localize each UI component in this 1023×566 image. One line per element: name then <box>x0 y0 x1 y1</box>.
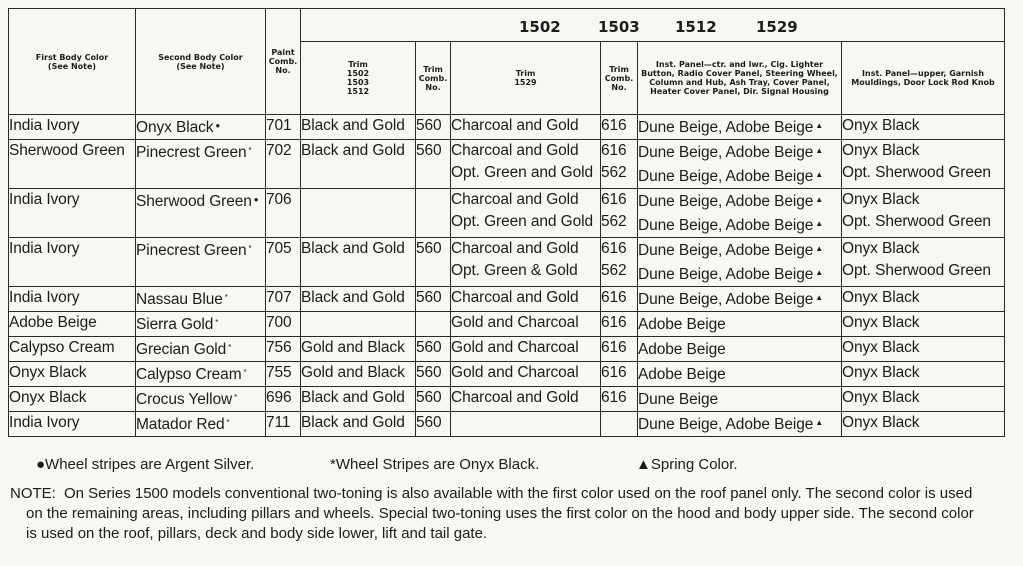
footnote-mark: ▲ <box>815 244 824 253</box>
second-color-value: Onyx Black <box>136 119 214 136</box>
cell-second-body-color <box>136 140 266 189</box>
table-row <box>9 412 1005 437</box>
cell-inst-panel-lower <box>638 140 842 189</box>
inst-lower-line <box>638 362 841 386</box>
cell-trim-comb <box>416 287 451 312</box>
trim-1529-value: Charcoal and Gold <box>451 289 579 306</box>
trim-comb-2-value: 616 <box>601 339 627 356</box>
cell-inst-panel-lower <box>638 287 842 312</box>
first-color-value: India Ivory <box>9 191 80 208</box>
first-color-value: Onyx Black <box>9 364 87 381</box>
paint-comb-value: 700 <box>266 314 292 331</box>
inst-upper-value: Onyx Black <box>842 364 920 381</box>
series-code: 1512 <box>675 18 717 36</box>
inst-lower-value: Adobe Beige <box>638 366 726 383</box>
cell-paint-comb <box>266 362 301 387</box>
footnote-argent-silver: ●Wheel stripes are Argent Silver. <box>36 456 255 473</box>
trim-comb-2-value: 616 <box>601 389 627 406</box>
footnote-mark: ● <box>253 195 259 204</box>
cell-first-body-color <box>9 312 136 337</box>
cell-trim-1502 <box>301 312 416 337</box>
cell-inst-panel-lower <box>638 238 842 287</box>
trim-1529-value: Charcoal and Gold <box>451 240 579 257</box>
second-color-text <box>136 238 265 262</box>
paint-comb-value: 706 <box>266 191 292 208</box>
trim-1529-value: Gold and Charcoal <box>451 314 579 331</box>
first-color-value: Onyx Black <box>9 389 87 406</box>
trim-value: Black and Gold <box>301 289 405 306</box>
footnote-mark: ▲ <box>815 219 824 228</box>
cell-first-body-color <box>9 238 136 287</box>
inst-lower-line <box>638 387 841 411</box>
second-color-value: Crocus Yellow <box>136 391 233 408</box>
inst-lower-line <box>638 140 841 164</box>
cell-trim-1502 <box>301 287 416 312</box>
header-series-codes <box>301 9 1005 42</box>
trim-comb-value: 560 <box>416 117 442 134</box>
inst-lower-value: Dune Beige, Adobe Beige <box>638 119 814 136</box>
trim-comb-value: 560 <box>416 389 442 406</box>
cell-second-body-color <box>136 238 266 287</box>
cell-trim-comb-2 <box>601 140 638 189</box>
cell-trim-1502 <box>301 387 416 412</box>
cell-trim-1529 <box>451 387 601 412</box>
table-row <box>9 387 1005 412</box>
inst-upper-value: Onyx Black <box>842 191 920 208</box>
trim-comb-2-value: 616 <box>601 314 627 331</box>
footnote-mark: ▲ <box>815 418 824 427</box>
cell-inst-panel-lower <box>638 337 842 362</box>
inst-lower-value: Dune Beige <box>638 391 719 408</box>
second-color-value: Matador Red <box>136 416 225 433</box>
paint-comb-value: 702 <box>266 142 292 159</box>
cell-trim-comb <box>416 189 451 238</box>
first-color-value: Calypso Cream <box>9 339 115 356</box>
footnote-spring-color: ▲Spring Color. <box>636 456 738 473</box>
trim-1529-value: Opt. Green & Gold <box>451 262 578 279</box>
second-color-value: Nassau Blue <box>136 291 223 308</box>
footnote-mark: * <box>243 368 247 377</box>
paint-comb-value: 701 <box>266 117 292 134</box>
cell-trim-1502 <box>301 115 416 140</box>
cell-inst-panel-upper <box>842 115 1005 140</box>
cell-trim-1529 <box>451 189 601 238</box>
paint-comb-value: 705 <box>266 240 292 257</box>
table-row <box>9 337 1005 362</box>
cell-paint-comb <box>266 115 301 140</box>
cell-trim-comb <box>416 115 451 140</box>
table-row <box>9 189 1005 238</box>
footnote-mark: ▲ <box>815 293 824 302</box>
color-combination-table <box>8 8 1005 437</box>
cell-first-body-color <box>9 140 136 189</box>
inst-lower-value: Dune Beige, Adobe Beige <box>638 242 814 259</box>
table-row <box>9 362 1005 387</box>
footnote-mark: * <box>248 244 252 253</box>
inst-lower-value: Dune Beige, Adobe Beige <box>638 266 814 283</box>
header-inst-panel-upper: Inst. Panel—upper, Garnish Mouldings, Door Lock Rod Knob <box>842 42 1005 115</box>
cell-first-body-color <box>9 189 136 238</box>
second-color-text <box>136 287 265 311</box>
cell-trim-1529 <box>451 412 601 437</box>
cell-inst-panel-upper <box>842 140 1005 189</box>
paint-comb-value: 707 <box>266 289 292 306</box>
cell-second-body-color <box>136 189 266 238</box>
paint-comb-value: 696 <box>266 389 292 406</box>
series-code: 1503 <box>598 18 640 36</box>
footnote-mark: * <box>215 318 219 327</box>
inst-lower-value: Dune Beige, Adobe Beige <box>638 291 814 308</box>
header-trim-1529: Trim 1529 <box>451 42 601 115</box>
color-trim-chart <box>8 8 1004 437</box>
second-color-value: Sherwood Green <box>136 193 252 210</box>
cell-trim-1502 <box>301 362 416 387</box>
first-color-value: India Ivory <box>9 289 80 306</box>
cell-trim-comb <box>416 312 451 337</box>
cell-inst-panel-upper <box>842 312 1005 337</box>
inst-lower-line <box>638 312 841 336</box>
inst-lower-line <box>638 412 841 436</box>
cell-first-body-color <box>9 287 136 312</box>
trim-value: Black and Gold <box>301 240 405 257</box>
inst-upper-value: Opt. Sherwood Green <box>842 164 991 181</box>
inst-lower-value: Dune Beige, Adobe Beige <box>638 217 814 234</box>
footnote-mark: ▲ <box>815 146 824 155</box>
cell-trim-1529 <box>451 115 601 140</box>
header-second-body-color: Second Body Color (See Note) <box>136 9 266 115</box>
trim-value: Black and Gold <box>301 389 405 406</box>
cell-inst-panel-lower <box>638 412 842 437</box>
cell-second-body-color <box>136 115 266 140</box>
second-color-text <box>136 140 265 164</box>
cell-inst-panel-upper <box>842 337 1005 362</box>
header-trim-comb: Trim Comb. No. <box>416 42 451 115</box>
header-trim-comb-2: Trim Comb. No. <box>601 42 638 115</box>
trim-comb-value: 560 <box>416 289 442 306</box>
paint-comb-value: 755 <box>266 364 292 381</box>
cell-first-body-color <box>9 412 136 437</box>
trim-1529-value: Charcoal and Gold <box>451 117 579 134</box>
inst-upper-value: Onyx Black <box>842 289 920 306</box>
trim-value: Black and Gold <box>301 142 405 159</box>
cell-trim-comb-2 <box>601 412 638 437</box>
inst-lower-line <box>638 287 841 311</box>
cell-inst-panel-lower <box>638 362 842 387</box>
paint-comb-value: 756 <box>266 339 292 356</box>
cell-trim-comb <box>416 387 451 412</box>
inst-upper-value: Onyx Black <box>842 117 920 134</box>
second-color-text <box>136 337 265 361</box>
header-paint-comb: Paint Comb. No. <box>266 9 301 115</box>
inst-upper-value: Onyx Black <box>842 339 920 356</box>
table-row <box>9 312 1005 337</box>
cell-trim-1529 <box>451 140 601 189</box>
inst-upper-value: Onyx Black <box>842 240 920 257</box>
cell-trim-comb-2 <box>601 287 638 312</box>
inst-lower-line <box>638 115 841 139</box>
cell-paint-comb <box>266 189 301 238</box>
inst-upper-value: Onyx Black <box>842 314 920 331</box>
cell-trim-comb <box>416 238 451 287</box>
cell-first-body-color <box>9 362 136 387</box>
inst-lower-value: Dune Beige, Adobe Beige <box>638 144 814 161</box>
cell-trim-1529 <box>451 362 601 387</box>
cell-trim-comb <box>416 337 451 362</box>
trim-comb-value: 560 <box>416 240 442 257</box>
cell-second-body-color <box>136 287 266 312</box>
cell-inst-panel-upper <box>842 287 1005 312</box>
second-color-value: Calypso Cream <box>136 366 242 383</box>
cell-second-body-color <box>136 337 266 362</box>
footnote-mark: ▲ <box>815 268 824 277</box>
cell-paint-comb <box>266 412 301 437</box>
trim-value: Black and Gold <box>301 414 405 431</box>
table-row <box>9 140 1005 189</box>
second-color-text <box>136 189 265 213</box>
cell-trim-1529 <box>451 287 601 312</box>
cell-paint-comb <box>266 238 301 287</box>
trim-comb-2-value: 616 <box>601 240 627 257</box>
cell-first-body-color <box>9 387 136 412</box>
cell-trim-comb-2 <box>601 312 638 337</box>
cell-inst-panel-upper <box>842 238 1005 287</box>
cell-inst-panel-upper <box>842 189 1005 238</box>
cell-trim-comb-2 <box>601 115 638 140</box>
first-color-value: India Ivory <box>9 117 80 134</box>
table-row <box>9 287 1005 312</box>
trim-comb-value: 560 <box>416 339 442 356</box>
trim-1529-value: Gold and Charcoal <box>451 364 579 381</box>
inst-lower-line <box>638 262 841 286</box>
trim-comb-2-value: 616 <box>601 289 627 306</box>
second-color-value: Pinecrest Green <box>136 242 247 259</box>
cell-trim-1529 <box>451 337 601 362</box>
header-first-body-color: First Body Color (See Note) <box>9 9 136 115</box>
footnote-mark: * <box>234 393 238 402</box>
first-color-value: India Ivory <box>9 414 80 431</box>
trim-comb-2-value: 562 <box>601 213 627 230</box>
inst-upper-value: Opt. Sherwood Green <box>842 262 991 279</box>
inst-lower-value: Dune Beige, Adobe Beige <box>638 168 814 185</box>
inst-upper-value: Onyx Black <box>842 389 920 406</box>
trim-comb-2-value: 616 <box>601 117 627 134</box>
inst-lower-line <box>638 213 841 237</box>
inst-lower-value: Dune Beige, Adobe Beige <box>638 193 814 210</box>
cell-inst-panel-upper <box>842 387 1005 412</box>
inst-lower-value: Dune Beige, Adobe Beige <box>638 416 814 433</box>
cell-trim-comb <box>416 362 451 387</box>
cell-trim-comb-2 <box>601 189 638 238</box>
footnote-mark: * <box>226 418 230 427</box>
table-row <box>9 115 1005 140</box>
series-code: 1502 <box>519 18 561 36</box>
footnote-mark: ▲ <box>815 170 824 179</box>
cell-trim-comb-2 <box>601 362 638 387</box>
cell-second-body-color <box>136 312 266 337</box>
series-code: 1529 <box>756 18 798 36</box>
cell-inst-panel-lower <box>638 189 842 238</box>
cell-paint-comb <box>266 337 301 362</box>
cell-inst-panel-lower <box>638 312 842 337</box>
trim-value: Gold and Black <box>301 364 405 381</box>
footnote-mark: * <box>224 293 228 302</box>
inst-lower-line <box>638 238 841 262</box>
second-color-value: Grecian Gold <box>136 341 227 358</box>
cell-trim-1502 <box>301 337 416 362</box>
note-line: on the remaining areas, including pillars and wheels. Special two-toning uses the first color on the hood and body upper side. The second color <box>26 505 974 522</box>
trim-value: Black and Gold <box>301 117 405 134</box>
table-row <box>9 238 1005 287</box>
cell-second-body-color <box>136 362 266 387</box>
inst-lower-value: Adobe Beige <box>638 316 726 333</box>
header-trim-1502: Trim 1502 1503 1512 <box>301 42 416 115</box>
cell-trim-comb-2 <box>601 238 638 287</box>
second-color-text <box>136 362 265 386</box>
cell-trim-comb-2 <box>601 337 638 362</box>
footnote-mark: ▲ <box>815 195 824 204</box>
inst-upper-value: Opt. Sherwood Green <box>842 213 991 230</box>
trim-comb-value: 560 <box>416 364 442 381</box>
cell-trim-comb <box>416 412 451 437</box>
second-color-text <box>136 312 265 336</box>
inst-lower-line <box>638 337 841 361</box>
first-color-value: India Ivory <box>9 240 80 257</box>
trim-comb-2-value: 562 <box>601 262 627 279</box>
footnote-mark: ▲ <box>815 121 824 130</box>
trim-1529-value: Gold and Charcoal <box>451 339 579 356</box>
cell-paint-comb <box>266 387 301 412</box>
trim-1529-value: Opt. Green and Gold <box>451 164 593 181</box>
footnote-legend <box>36 456 996 476</box>
cell-inst-panel-upper <box>842 412 1005 437</box>
cell-second-body-color <box>136 412 266 437</box>
cell-first-body-color <box>9 115 136 140</box>
cell-first-body-color <box>9 337 136 362</box>
second-color-text <box>136 412 265 436</box>
trim-comb-value: 560 <box>416 142 442 159</box>
footnote-mark: ● <box>215 121 221 130</box>
trim-comb-2-value: 562 <box>601 164 627 181</box>
inst-lower-line <box>638 164 841 188</box>
footnote-mark: * <box>248 146 252 155</box>
trim-1529-value: Charcoal and Gold <box>451 142 579 159</box>
cell-trim-1502 <box>301 238 416 287</box>
cell-trim-1529 <box>451 238 601 287</box>
cell-paint-comb <box>266 312 301 337</box>
cell-trim-1529 <box>451 312 601 337</box>
footnote-mark: * <box>228 343 232 352</box>
cell-second-body-color <box>136 387 266 412</box>
cell-inst-panel-lower <box>638 387 842 412</box>
inst-lower-line <box>638 189 841 213</box>
trim-1529-value: Opt. Green and Gold <box>451 213 593 230</box>
cell-trim-1502 <box>301 140 416 189</box>
second-color-value: Pinecrest Green <box>136 144 247 161</box>
cell-inst-panel-upper <box>842 362 1005 387</box>
second-color-text <box>136 387 265 411</box>
cell-trim-comb-2 <box>601 387 638 412</box>
first-color-value: Adobe Beige <box>9 314 97 331</box>
first-color-value: Sherwood Green <box>9 142 125 159</box>
trim-1529-value: Charcoal and Gold <box>451 389 579 406</box>
footnote-onyx-black: *Wheel Stripes are Onyx Black. <box>330 456 540 473</box>
header-inst-panel-lower: Inst. Panel—ctr. and lwr., Cig. Lighter Button, Radio Cover Panel, Steering Wheel, Column and Hub, Ash Tray, Cover Panel, Heater Cover Panel, Dir. Signal Housing <box>638 42 842 115</box>
second-color-text <box>136 115 265 139</box>
cell-paint-comb <box>266 140 301 189</box>
cell-trim-comb <box>416 140 451 189</box>
note-line: is used on the roof, pillars, deck and body side lower, lift and tail gate. <box>26 525 488 542</box>
note-line: On Series 1500 models conventional two-toning is also available with the first color used on the roof panel only. The second color is used <box>64 485 973 502</box>
inst-lower-value: Adobe Beige <box>638 341 726 358</box>
trim-comb-value: 560 <box>416 414 442 431</box>
cell-trim-1502 <box>301 189 416 238</box>
trim-1529-value: Charcoal and Gold <box>451 191 579 208</box>
trim-value: Gold and Black <box>301 339 405 356</box>
second-color-value: Sierra Gold <box>136 316 214 333</box>
trim-comb-2-value: 616 <box>601 142 627 159</box>
note-label: NOTE: <box>10 485 56 502</box>
trim-comb-2-value: 616 <box>601 364 627 381</box>
cell-trim-1502 <box>301 412 416 437</box>
cell-inst-panel-lower <box>638 115 842 140</box>
inst-upper-value: Onyx Black <box>842 142 920 159</box>
cell-paint-comb <box>266 287 301 312</box>
trim-comb-2-value: 616 <box>601 191 627 208</box>
inst-upper-value: Onyx Black <box>842 414 920 431</box>
paint-comb-value: 711 <box>266 414 291 431</box>
